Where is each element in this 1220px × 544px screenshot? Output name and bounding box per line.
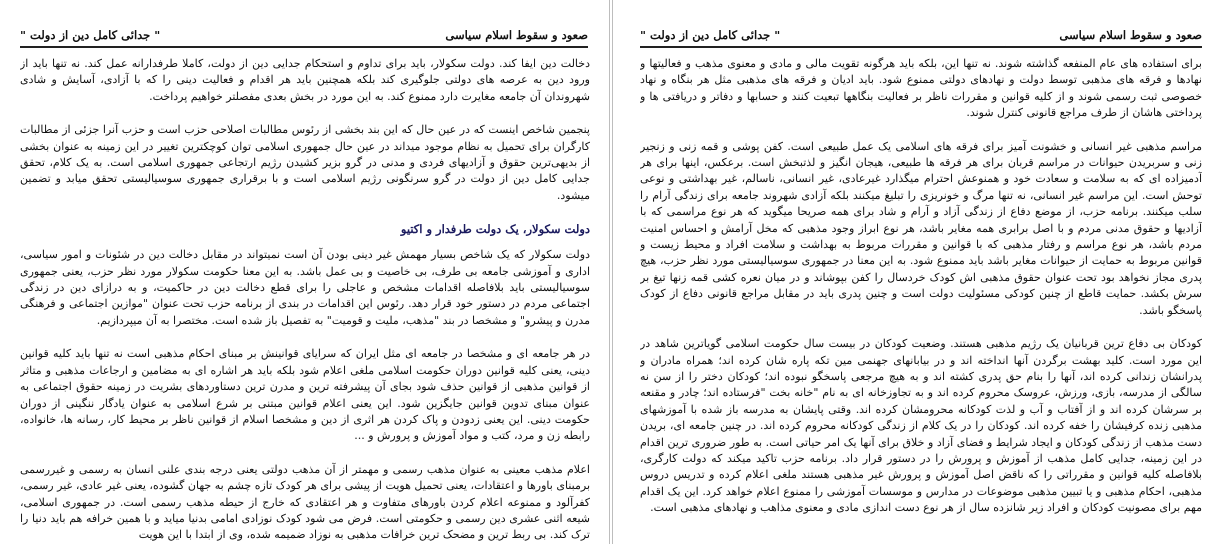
running-header xyxy=(20,26,588,48)
running-header xyxy=(640,26,1202,48)
chapter-title: " جدائی کامل دین از دولت " xyxy=(20,28,161,42)
paragraph: پنجمین شاخص اینست که در عین حال که این بند بخشی از رئوس مطالبات اصلاحی حزب است و حزب آنرا جزئی از مطالبات کارگران برای تحمیل به نظام موجود میداند در عین حال جمهوری اسلامی توان کوچکترین تغییر در این زمینه به عنوان بخشی از بدیهی‌ترین حقوق و آزادیهای فردی و مدنی در گرو بزیر کشیدن رژیم ارتجاعی جمهوری اسلامی است. به یک کلام، تحقق جدایی کامل دین از دولت در گرو سرنگونی رژیم اسلامی است و با برقراری جمهوری سوسیالیستی تحقق میابد و تضمین میشود. xyxy=(20,123,590,202)
paragraph: مراسم مذهبی غیر انسانی و خشونت آمیز برای فرقه های اسلامی یک عمل طبیعی است. کفن پوشی و قمه زنی و زنجیر زنی و سربریدن حیوانات در مراسم قربان برای هر فرقه ها طبیعی، هیجان انگیز و لذتبخش است. برعکس، اینها برای هر آدمیزاده ای که به سلامت و سعادت خود و همنوعش احترام میگذارد غیرعادی، غیر انسانی، ناسالم، غیر بهداشتی و نوعی توحش است. این مراسم غیر انسانی، نه تنها مرگ و خونریزی را تبلیغ میکنند بلکه آزادی شهروند جامعه برای زندگی آرام را سلب میکنند. برنامه حزب، از موضع دفاع از زندگی آزاد و آرام و شاد برای همه صریحا میگوید که هر نوع مراسمی که با آزادیها و حقوق مدنی مردم و با اصل برابری همه مغایر باشد، هر نوع ابراز وجود مذهبی که مخل آرامش و احساس امنیت مردم باشد، هر نوع مراسم و رفتار مذهبی که با قوانین و مقررات مربوط به بهداشت و سلامت افراد و محیط زیست و قوانین مربوط به حمایت از حیوانات مغایر باشد باید ممنوع شود. به این معنا در جمهوری سوسیالیستی مورد نظر حزب، هیچ پدری مجاز نخواهد بود تحت عنوان حقوق مذهبی اش کودک خردسال را کفن بپوشاند و در میان نعره کشی قمه زنها تیغ بر سرش بکشد. حمایت قاطع از چنین کودکی مسئولیت دولت است و چنین پدری باید در مقابل مراجع قانونی دفاع از کودک پاسخگو باشد. xyxy=(640,139,1202,317)
chapter-title: " جدائی کامل دین از دولت " xyxy=(640,28,781,42)
paragraph: برای استفاده های عام المنفعه گذاشته شوند. نه تنها این، بلکه باید هرگونه تقویت مالی و مادی و معنوی مذهب و فعالیتها و نهادها و فرقه های مذهبی توسط دولت و نهادهای دولتی ممنوع شود. باید ادیان و فرقه های مذهبی مثل هر بنگاه و نهاد خصوصی ثبت رسمی شوند و از کلیه قوانین و مقررات ناظر بر فعالیت بنگاهها تبعیت کنند و حسابها و دفاتر و دریافتی ها و پرداختی هاشان از طرف مراجع قانونی کنترل شوند. xyxy=(640,57,1202,120)
page-body xyxy=(640,56,1202,544)
paragraph: دولت سکولار که یک شاخص بسیار مهمش غیر دینی بودن آن است نمیتواند در مقابل دخالت دین در شئونات و امور سیاسی، اداری و آموزشی جامعه بی طرف، بی خاصیت و بی عمل باشد. به این معنا حکومت سکولار مورد نظر حزب، یعنی جمهوری سوسیالیستی باید بلافاصله اقدامات مشخص و عاجلی را برای قطع دخالت دین در حاکمیت، و به درازای دین در زندگی اجتماعی مردم در دستور خود قرار دهد. رئوس این اقدامات در بندی از برنامه حزب تحت عنوان "موازین اجتماعی و فرهنگی مدرن و پیشرو" و مشخصا در بند "مذهب، ملیت و قومیت" به تفصیل باز شده است. مختصرا به آن میپردازیم. xyxy=(20,248,590,327)
paragraph: در هر جامعه ای و مشخصا در جامعه ای مثل ایران که سرایای قوانینش بر مبنای احکام مذهبی است نه تنها باید کلیه قوانین دینی، یعنی کلیه قوانین دوران حکومت اسلامی ملغی اعلام شود بلکه باید هر اشاره ای به مضامین و ارجاعات مذهبی و متاثر از قوانین مذهبی از قوانین حذف شود بجای آن پیشرفته ترین و مدرن ترین دستاوردهای بشریت در زمینه حقوق اجتماعی به عنوان مبنای تدوین قوانین جایگزین شود. این یعنی اعلام قوانین مبتنی بر شرع اسلامی به عنوان یادگار ننگینی از دوران حکومت دینی. این یعنی زدودن و پاک کردن هر اثری از دین و مشخصا اسلام از قوانین ناظر بر محیط کار، رسانه ها، خانواده، رابطه زن و مرد، کتب و مواد آموزش و پرورش و ... xyxy=(20,347,590,443)
paragraph: اعلام مذهب معینی به عنوان مذهب رسمی و مهمتر از آن مذهب دولتی یعنی درجه بندی علنی انسان به رسمی و غیررسمی برمبنای باورها و اعتقادات، یعنی تحمیل هویت از پیشی برای هر کودک تازه چشم به جهان گشوده، یعنی غیر عادی، غیر رسمی، کفرآلود و ممنوعه اعلام کردن باورهای متفاوت و هر اعتقادی که خارج از حیطه مذهب رسمی است. در جمهوری اسلامی، شیعه اثنی عشری دین رسمی و حکومتی است. فرض می شود کودک نوزادی امامی بدنیا میاید و با همین خرافه هم باید دنیا را ترک کند. بی ربط ترین و مضحک ترین خرافات مذهبی به نوزاد ضمیمه شده، وی از ابتدا با این هویت xyxy=(20,462,590,542)
paragraph: دخالت دین ایفا کند. دولت سکولار، باید برای تداوم و استحکام جدایی دین از دولت، کاملا طرفدارانه عمل کند. نه تنها باید از ورود دین به عرصه های دولتی جلوگیری کند بلکه همچنین باید هر اقدام و فعالیت دینی را که با آزادی، آسایش و شادی شهروندان آن جامعه مغایرت دارد ممنوع کند. به این مورد در بخش بعدی مفصلتر خواهیم پرداخت. xyxy=(20,57,590,103)
book-title: صعود و سقوط اسلام سیاسی xyxy=(1059,28,1202,42)
section-heading: دولت سکولار، یک دولت طرفدار و اکتیو xyxy=(400,222,590,237)
book-title: صعود و سقوط اسلام سیاسی xyxy=(445,28,588,42)
page-right xyxy=(612,0,1220,544)
paragraph: کودکان بی دفاع ترین قربانیان یک رژیم مذهبی هستند. وضعیت کودکان در بیست سال حکومت اسلامی گویاترین شاهد در این مورد است. کلید بهشت برگردن آنها انداخته اند و در بیابانهای جهنمی مین تکه پاره شان کرده اند؛ همراه مادران و پدرانشان زندانی کرده اند، آنها را بنام حق پدری کشته اند و به هیچ مرجعی پاسخگو نبوده اند؛ کودکان دختر را از سن نه سالگی از مدرسه، بازی، ورزش، عروسک محروم کرده اند و به تجاوزخانه ای به نام "خانه بخت "فرستاده اند؛ چادر و مقنعه بر سرشان کرده اند و از آفتاب و آب و لذت کودکانه محرومشان کرده اند. وقتی پایشان به مدرسه باز شده با آموزشهای مذهبی زنده کرفیشان را خفه کرده اند. کودکان را در یک کلام از زندگی کودکانه محروم کرده اند. در چنین جامعه ای، بریدن دست مذهب از زندگی کودکان و ایجاد شرایط و فضای آزاد و خلاق برای آنها یک امر حیاتی است. به طور ضروری ترین اقدام در این زمینه، جدایی کامل مذهب از آموزش و پرورش را در دستور قرار داد. برنامه حزب تاکید میکند که دولت کارگری، بلافاصله کلیه قوانین و مقرراتی را که ناقض اصل آموزش و پرورش غیر مذهبی هستند ملغی اعلام کرده و تدریس دروس مذهبی، احکام مذهبی و یا تبیین مذهبی موضوعات در مدارس و موسسات آموزشی را ممنوع اعلام خواهد کرد. این یک اقدام مهم برای مصونیت کودکان و افراد زیر شانزده سال از هر نوع دست اندازی مادی و معنوی مذاهب و نهادهای مذهبی است. xyxy=(640,337,1202,515)
page-body xyxy=(20,56,590,544)
